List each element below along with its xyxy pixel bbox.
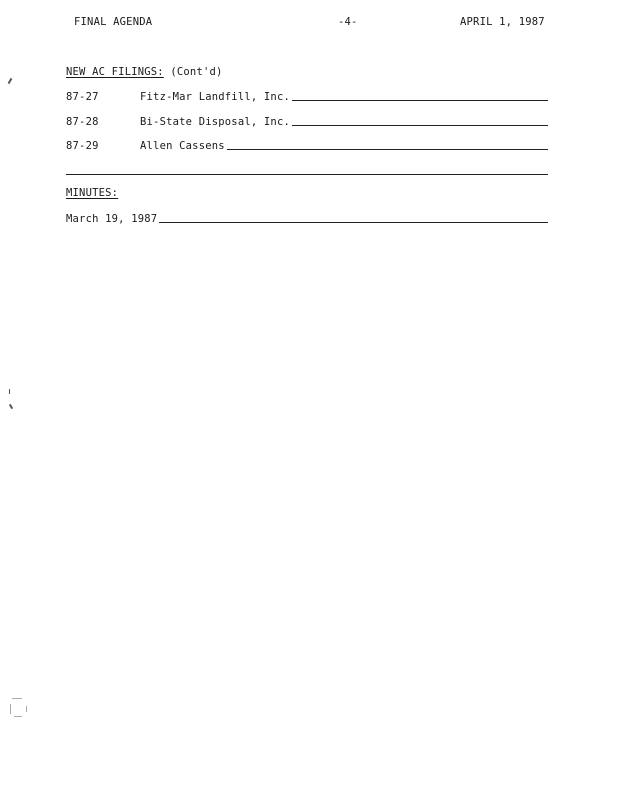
- minutes-heading-label: MINUTES:: [66, 187, 119, 199]
- filing-name: Bi-State Disposal, Inc.: [140, 116, 290, 128]
- scan-speck: [9, 404, 13, 409]
- new-ac-filings-heading: [66, 66, 223, 78]
- scan-speck: [26, 706, 27, 712]
- new-ac-filings-heading-label: NEW AC FILINGS:: [66, 66, 164, 78]
- minutes-date: March 19, 1987: [66, 213, 158, 225]
- page-number: -4-: [338, 16, 358, 28]
- new-ac-filings-heading-suffix: (Cont'd): [170, 66, 223, 78]
- filing-row: [66, 138, 548, 152]
- scan-speck: [12, 698, 22, 699]
- section-divider: [66, 174, 548, 175]
- filing-name: Allen Cassens: [140, 140, 225, 152]
- scan-speck: [8, 78, 13, 84]
- minutes-heading: [66, 187, 118, 199]
- filing-row: [66, 89, 548, 103]
- filing-number: 87-28: [66, 116, 99, 128]
- header-date: APRIL 1, 1987: [460, 16, 545, 28]
- filing-blank-line: [292, 100, 548, 101]
- filing-blank-line: [227, 149, 548, 150]
- scan-speck: [14, 716, 22, 717]
- minutes-row: [66, 211, 548, 225]
- filing-row: [66, 114, 548, 128]
- header-title: FINAL AGENDA: [74, 16, 153, 28]
- filing-number: 87-29: [66, 140, 99, 152]
- scan-speck: [10, 704, 11, 714]
- filing-blank-line: [292, 125, 548, 126]
- minutes-blank-line: [159, 222, 548, 223]
- scan-speck: [9, 389, 10, 394]
- filing-name: Fitz-Mar Landfill, Inc.: [140, 91, 290, 103]
- filing-number: 87-27: [66, 91, 99, 103]
